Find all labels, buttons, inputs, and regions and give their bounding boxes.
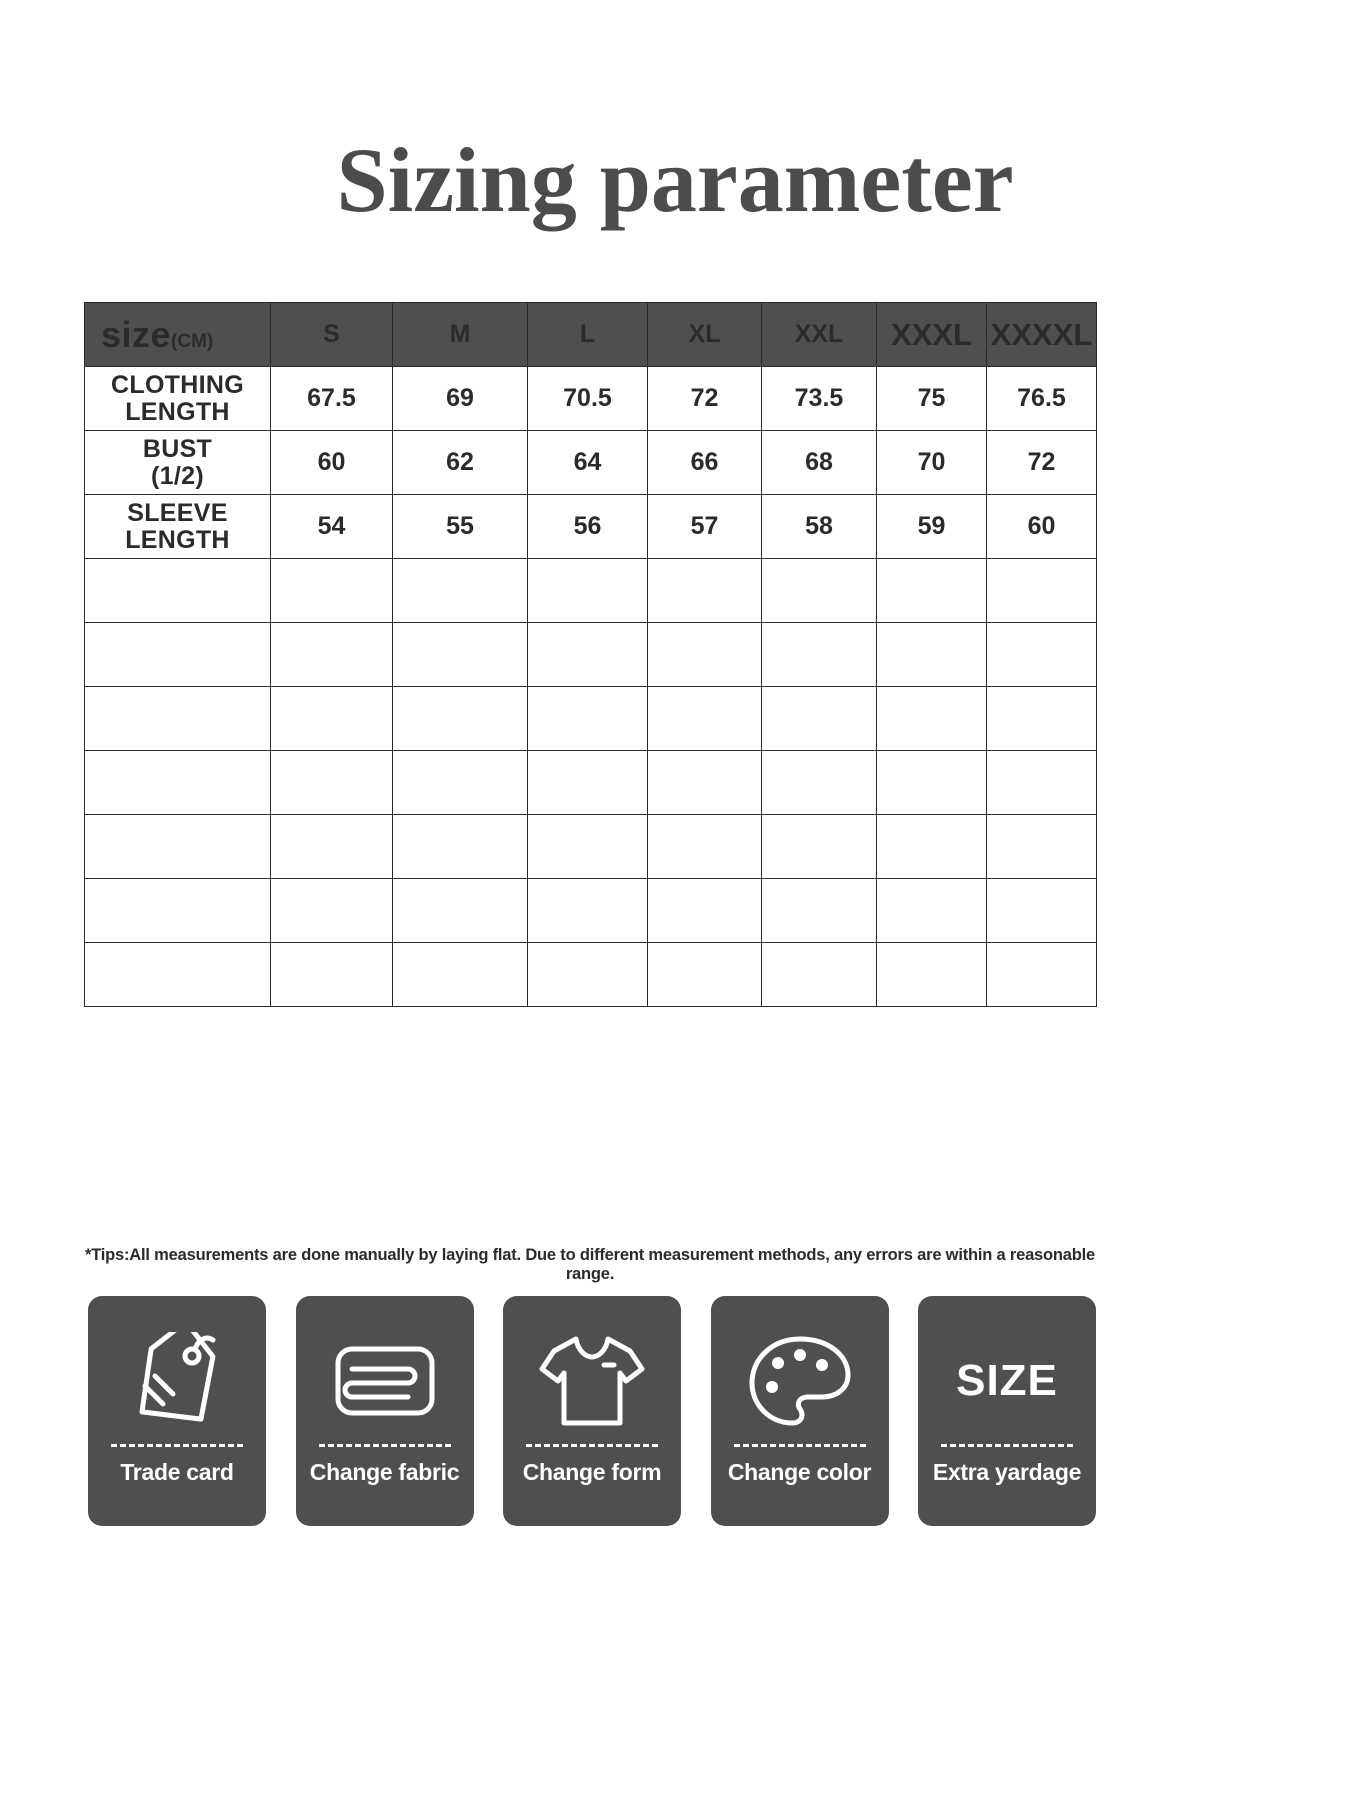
cell-bust-xl: 66: [648, 431, 762, 495]
column-header-s: S: [271, 303, 393, 367]
service-card-change-form[interactable]: [503, 1296, 681, 1526]
empty-cell: [271, 751, 393, 815]
card-divider: [526, 1444, 658, 1447]
table-row-empty: [85, 559, 1097, 623]
empty-cell: [85, 623, 271, 687]
empty-cell: [762, 943, 877, 1007]
empty-cell: [528, 623, 648, 687]
empty-cell: [987, 623, 1097, 687]
table-row-empty: [85, 943, 1097, 1007]
service-card-label: Extra yardage: [932, 1459, 1082, 1485]
empty-cell: [877, 751, 987, 815]
corner-unit: (CM): [171, 330, 214, 352]
service-card-change-color[interactable]: [711, 1296, 889, 1526]
column-header-xxxl: XXXL: [877, 303, 987, 367]
card-divider: [319, 1444, 451, 1447]
empty-cell: [393, 559, 528, 623]
empty-cell: [987, 559, 1097, 623]
cell-clothing-length-xxxxl: 76.5: [987, 367, 1097, 431]
row-label-line2: (1/2): [151, 461, 204, 490]
empty-cell: [987, 943, 1097, 1007]
cell-sleeve-length-l: 56: [528, 495, 648, 559]
empty-cell: [762, 623, 877, 687]
empty-cell: [987, 879, 1097, 943]
cell-clothing-length-l: 70.5: [528, 367, 648, 431]
cell-sleeve-length-xxxxl: 60: [987, 495, 1097, 559]
column-header-m: M: [393, 303, 528, 367]
empty-cell: [393, 687, 528, 751]
empty-cell: [393, 943, 528, 1007]
empty-cell: [987, 687, 1097, 751]
column-header-xl: XL: [648, 303, 762, 367]
empty-cell: [85, 815, 271, 879]
empty-cell: [987, 751, 1097, 815]
table-row-empty: [85, 687, 1097, 751]
card-divider: [111, 1444, 243, 1447]
corner-label: size: [101, 313, 172, 355]
card-divider: [941, 1444, 1073, 1447]
empty-cell: [85, 751, 271, 815]
row-label-sleeve-length: [85, 495, 271, 559]
cell-bust-s: 60: [271, 431, 393, 495]
cell-bust-xxxxl: 72: [987, 431, 1097, 495]
empty-cell: [528, 943, 648, 1007]
empty-cell: [393, 623, 528, 687]
empty-cell: [528, 687, 648, 751]
service-card-label: Change fabric: [309, 1459, 460, 1485]
empty-cell: [528, 751, 648, 815]
empty-cell: [877, 687, 987, 751]
empty-cell: [987, 815, 1097, 879]
cell-sleeve-length-s: 54: [271, 495, 393, 559]
empty-cell: [528, 815, 648, 879]
service-card-change-fabric[interactable]: [296, 1296, 474, 1526]
empty-cell: [762, 815, 877, 879]
fabric-roll-icon: [326, 1322, 444, 1440]
empty-cell: [877, 943, 987, 1007]
row-label-line2: LENGTH: [125, 525, 230, 554]
column-header-xxxxl: XXXXL: [987, 303, 1097, 367]
cell-sleeve-length-xxxl: 59: [877, 495, 987, 559]
table-row: [85, 367, 1097, 431]
sizing-table-container: [84, 302, 1096, 1007]
cell-bust-xxl: 68: [762, 431, 877, 495]
empty-cell: [648, 559, 762, 623]
service-cards: [88, 1296, 1096, 1526]
cell-sleeve-length-m: 55: [393, 495, 528, 559]
empty-cell: [762, 879, 877, 943]
sizing-table: [84, 302, 1097, 1007]
empty-cell: [393, 751, 528, 815]
empty-cell: [393, 879, 528, 943]
table-row-empty: [85, 879, 1097, 943]
size-icon-text: SIZE: [956, 1356, 1058, 1405]
cell-clothing-length-s: 67.5: [271, 367, 393, 431]
cell-bust-m: 62: [393, 431, 528, 495]
size-text-icon: [956, 1322, 1058, 1440]
empty-cell: [648, 943, 762, 1007]
empty-cell: [877, 559, 987, 623]
tshirt-icon: [532, 1322, 652, 1440]
service-card-extra-yardage[interactable]: [918, 1296, 1096, 1526]
empty-cell: [877, 815, 987, 879]
row-label-bust: [85, 431, 271, 495]
table-row-empty: [85, 751, 1097, 815]
empty-cell: [648, 815, 762, 879]
empty-cell: [271, 879, 393, 943]
empty-cell: [85, 559, 271, 623]
empty-cell: [877, 623, 987, 687]
empty-cell: [85, 879, 271, 943]
empty-cell: [271, 623, 393, 687]
table-header-row: [85, 303, 1097, 367]
column-header-xxl: XXL: [762, 303, 877, 367]
empty-cell: [762, 559, 877, 623]
row-label-line1: CLOTHING: [111, 370, 244, 399]
empty-cell: [271, 687, 393, 751]
cell-sleeve-length-xl: 57: [648, 495, 762, 559]
service-card-trade-card[interactable]: [88, 1296, 266, 1526]
empty-cell: [762, 751, 877, 815]
row-label-line2: LENGTH: [125, 397, 230, 426]
empty-cell: [271, 943, 393, 1007]
empty-cell: [85, 943, 271, 1007]
empty-cell: [393, 815, 528, 879]
table-row-empty: [85, 623, 1097, 687]
cell-clothing-length-xl: 72: [648, 367, 762, 431]
row-label-line1: SLEEVE: [127, 498, 228, 527]
page-title: Sizing parameter: [336, 129, 1014, 231]
cell-clothing-length-xxxl: 75: [877, 367, 987, 431]
cell-bust-l: 64: [528, 431, 648, 495]
price-tag-icon: [121, 1322, 233, 1440]
card-divider: [734, 1444, 866, 1447]
table-row: [85, 495, 1097, 559]
row-label-clothing-length: [85, 367, 271, 431]
empty-cell: [877, 879, 987, 943]
empty-cell: [85, 687, 271, 751]
service-card-label: Change form: [522, 1459, 662, 1485]
empty-cell: [648, 687, 762, 751]
service-card-label: Change color: [727, 1459, 872, 1485]
cell-clothing-length-xxl: 73.5: [762, 367, 877, 431]
measurement-tips-note: *Tips:All measurements are done manually by laying flat. Due to different measurement methods, any errors are within a reasonable range.: [84, 1246, 1096, 1283]
empty-cell: [648, 751, 762, 815]
table-row: [85, 431, 1097, 495]
table-row-empty: [85, 815, 1097, 879]
cell-clothing-length-m: 69: [393, 367, 528, 431]
empty-cell: [271, 815, 393, 879]
service-card-label: Trade card: [120, 1459, 234, 1485]
palette-icon: [742, 1322, 858, 1440]
row-label-line1: BUST: [142, 434, 213, 463]
column-header-l: L: [528, 303, 648, 367]
empty-cell: [648, 623, 762, 687]
empty-cell: [762, 687, 877, 751]
empty-cell: [648, 879, 762, 943]
cell-bust-xxxl: 70: [877, 431, 987, 495]
cell-sleeve-length-xxl: 58: [762, 495, 877, 559]
table-corner-header: [85, 303, 271, 367]
empty-cell: [528, 879, 648, 943]
empty-cell: [528, 559, 648, 623]
empty-cell: [271, 559, 393, 623]
